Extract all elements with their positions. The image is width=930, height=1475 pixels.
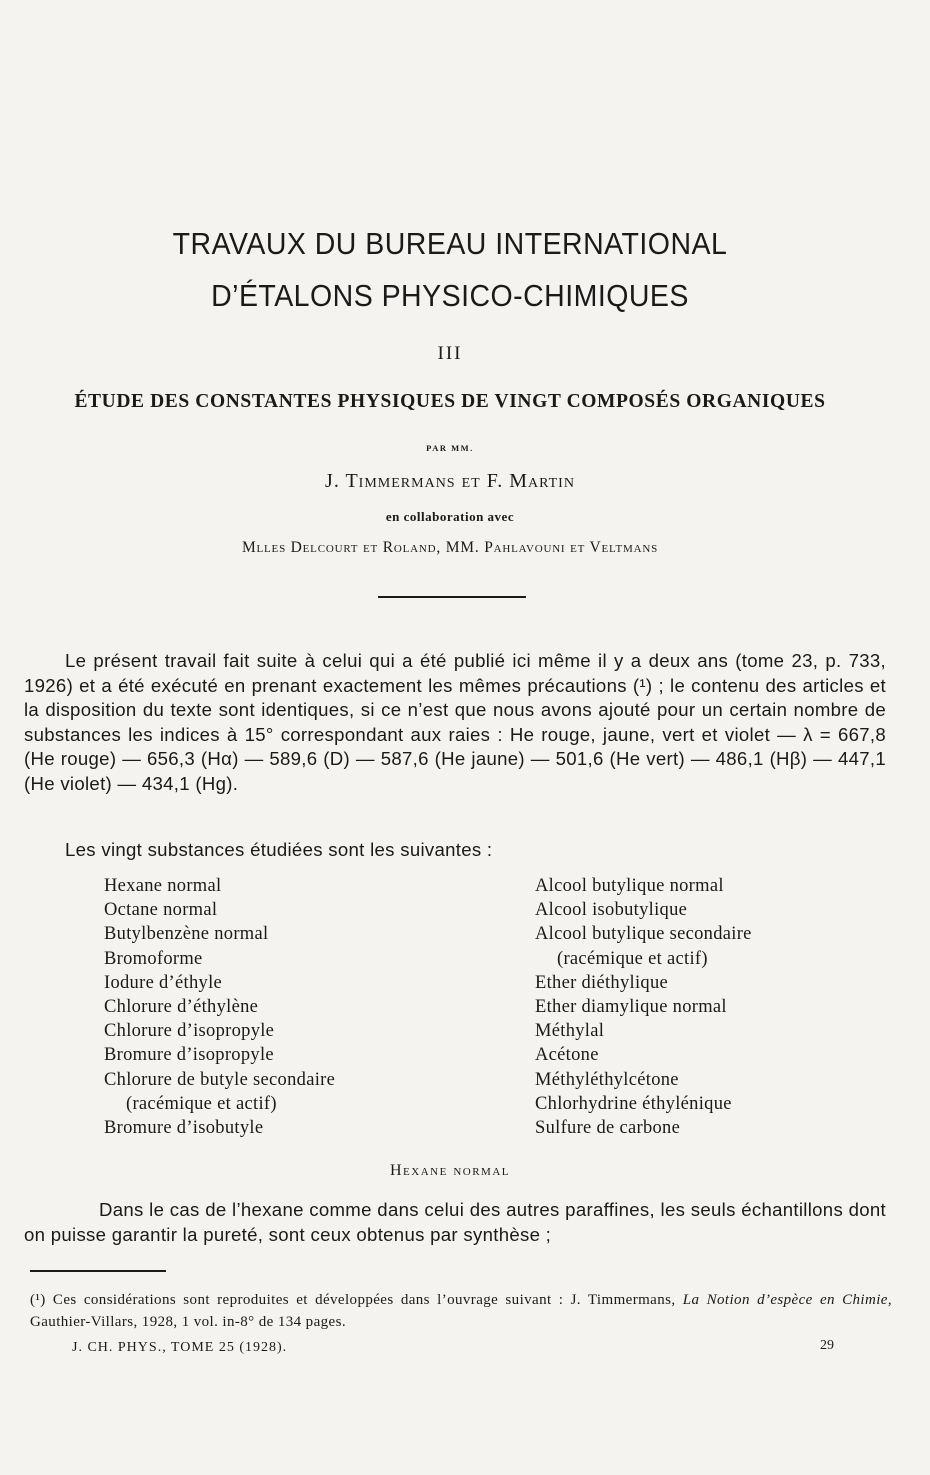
hexane-paragraph: Dans le cas de l’hexane comme dans celui des autres paraffines, les seuls échantillons dont on puisse garantir la pureté, sont ceux obtenus par synthèse ; [24, 1199, 886, 1245]
substances-list-left [104, 874, 335, 1140]
title-line-2: D’ÉTALONS PHYSICO-CHIMIQUES [211, 278, 689, 313]
substance-item: Bromoforme [104, 948, 203, 969]
footnote-book-title: La Notion d’espèce en Chimie [682, 1292, 888, 1308]
substance-item: Butylbenzène normal [104, 924, 269, 945]
substance-item: Iodure d’éthyle [104, 972, 223, 993]
authors: J. Timmermans et F. Martin [325, 470, 575, 492]
substance-item: Ether diéthylique [535, 972, 669, 993]
footnote-text-b: , Gauthier-Villars, 1928, 1 vol. in-8° de 134 pages. [30, 1292, 893, 1330]
collaboration-label: en collaboration avec [385, 509, 515, 524]
substance-item: Chlorure d’isopropyle [104, 1021, 275, 1042]
page-number: 29 [820, 1338, 834, 1353]
footnote-divider [30, 1270, 166, 1272]
section-heading: Hexane normal [390, 1162, 510, 1179]
substance-item: Octane normal [104, 900, 218, 921]
substance-item: Méthyléthylcétone [535, 1069, 679, 1090]
title-line-1: TRAVAUX DU BUREAU INTERNATIONAL [172, 226, 728, 261]
substance-item: Alcool isobutylique [535, 900, 688, 921]
title-divider [378, 596, 526, 598]
substances-intro: Les vingt substances étudiées sont les suivantes : [65, 839, 493, 860]
substance-item: Méthylal [535, 1021, 605, 1042]
substance-item: Ether diamylique normal [535, 997, 727, 1018]
substance-item: Sulfure de carbone [535, 1118, 681, 1139]
substance-item: Hexane normal [104, 876, 222, 896]
substance-item: Chlorure de butyle secondaire [104, 1069, 336, 1090]
substance-item: Chlorhydrine éthylénique [535, 1093, 732, 1114]
footnote [30, 1289, 892, 1333]
substance-item: (racémique et actif) [126, 1093, 277, 1114]
substance-item: Bromure d’isopropyle [104, 1045, 274, 1066]
intro-paragraph: Le présent travail fait suite à celui qui a été publié ici même il y a deux ans (tome 23, p. 733, 1926) et a été exécuté en prenant exactement les mêmes précautions (¹) ; le contenu des articles et la disposition du texte sont identiques, si ce n’est que nous avons ajouté pour un certain nombre de substances les indices à 15° correspondant aux raies : He rouge, jaune, vert et violet — λ = 667,8 (He rouge) — 656,3 (Hα) — 589,6 (D) — 587,6 (He jaune) — 501,6 (He vert) — 486,1 (Hβ) — 447,1 (He violet) — 434,1 (Hg). [24, 650, 886, 794]
substance-item: (racémique et actif) [557, 948, 708, 969]
part-number: III [437, 343, 463, 364]
substance-item: Acétone [535, 1045, 599, 1066]
by-label: PAR MM. [426, 443, 474, 453]
article-subtitle: ÉTUDE DES CONSTANTES PHYSIQUES DE VINGT COMPOSÉS ORGANIQUES [74, 391, 826, 412]
journal-reference: J. CH. PHYS., TOME 25 (1928). [72, 1340, 288, 1355]
substance-item: Chlorure d’éthylène [104, 997, 259, 1018]
substance-item: Alcool butylique normal [535, 876, 724, 896]
substance-item: Bromure d’isobutyle [104, 1118, 264, 1139]
substance-item: Alcool butylique secondaire [535, 924, 752, 945]
footnote-marker: (¹) [30, 1292, 46, 1308]
substances-list-right [535, 874, 752, 1140]
collaborators: Mlles Delcourt et Roland, MM. Pahlavouni et Veltmans [241, 539, 659, 556]
footnote-text-a: Ces considérations sont reproduites et développées dans l’ouvrage suivant : J. Timmermans, [52, 1292, 676, 1308]
